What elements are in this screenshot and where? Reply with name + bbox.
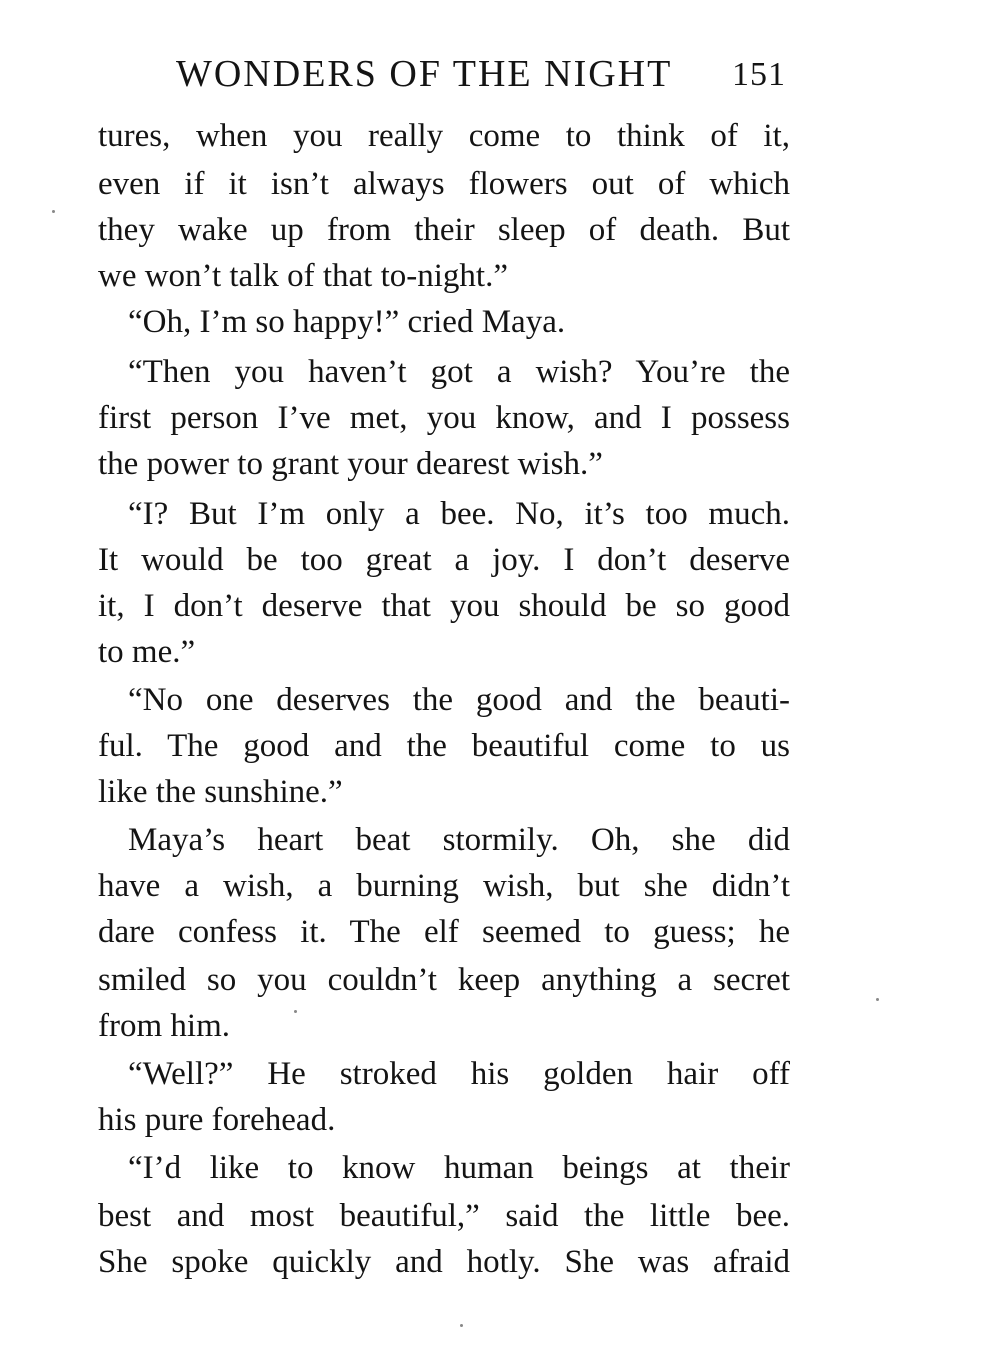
text-line: “Then you haven’t got a wish? You’re the [128,354,790,390]
scan-speck [294,1010,297,1013]
text-line: ful. The good and the beautiful come to us [98,728,790,764]
text-line: from him. [98,1008,230,1044]
scan-speck [460,1324,463,1327]
text-line: best and most beautiful,” said the little bee. [98,1198,790,1234]
text-line: his pure forehead. [98,1102,336,1138]
text-line: “I’d like to know human beings at their [128,1150,790,1186]
text-line: even if it isn’t always flowers out of which [98,166,790,202]
text-line: It would be too great a joy. I don’t deserve [98,542,790,578]
text-line: tures, when you really come to think of it, [98,118,790,154]
running-title: WONDERS OF THE NIGHT [176,53,673,95]
text-line: smiled so you couldn’t keep anything a secret [98,962,790,998]
text-line: first person I’ve met, you know, and I possess [98,400,790,436]
text-line: “Oh, I’m so happy!” cried Maya. [128,304,566,340]
text-line: like the sunshine.” [98,774,343,810]
text-line: She spoke quickly and hotly. She was afraid [98,1244,790,1280]
text-line: have a wish, a burning wish, but she didn’t [98,868,790,904]
text-line: it, I don’t deserve that you should be so good [98,588,790,624]
text-line: they wake up from their sleep of death. But [98,212,790,248]
text-line: we won’t talk of that to-night.” [98,258,508,294]
text-line: “Well?” He stroked his golden hair off [128,1056,790,1092]
scan-speck [876,998,879,1001]
text-line: the power to grant your dearest wish.” [98,446,603,482]
page-number: 151 [732,56,786,93]
text-line: “No one deserves the good and the beauti- [128,682,790,718]
text-line: to me.” [98,634,196,670]
text-line: Maya’s heart beat stormily. Oh, she did [128,822,790,858]
running-head [176,52,796,102]
scan-speck [52,210,55,213]
text-line: “I? But I’m only a bee. No, it’s too much. [128,496,790,532]
text-line: dare confess it. The elf seemed to guess; he [98,914,790,950]
